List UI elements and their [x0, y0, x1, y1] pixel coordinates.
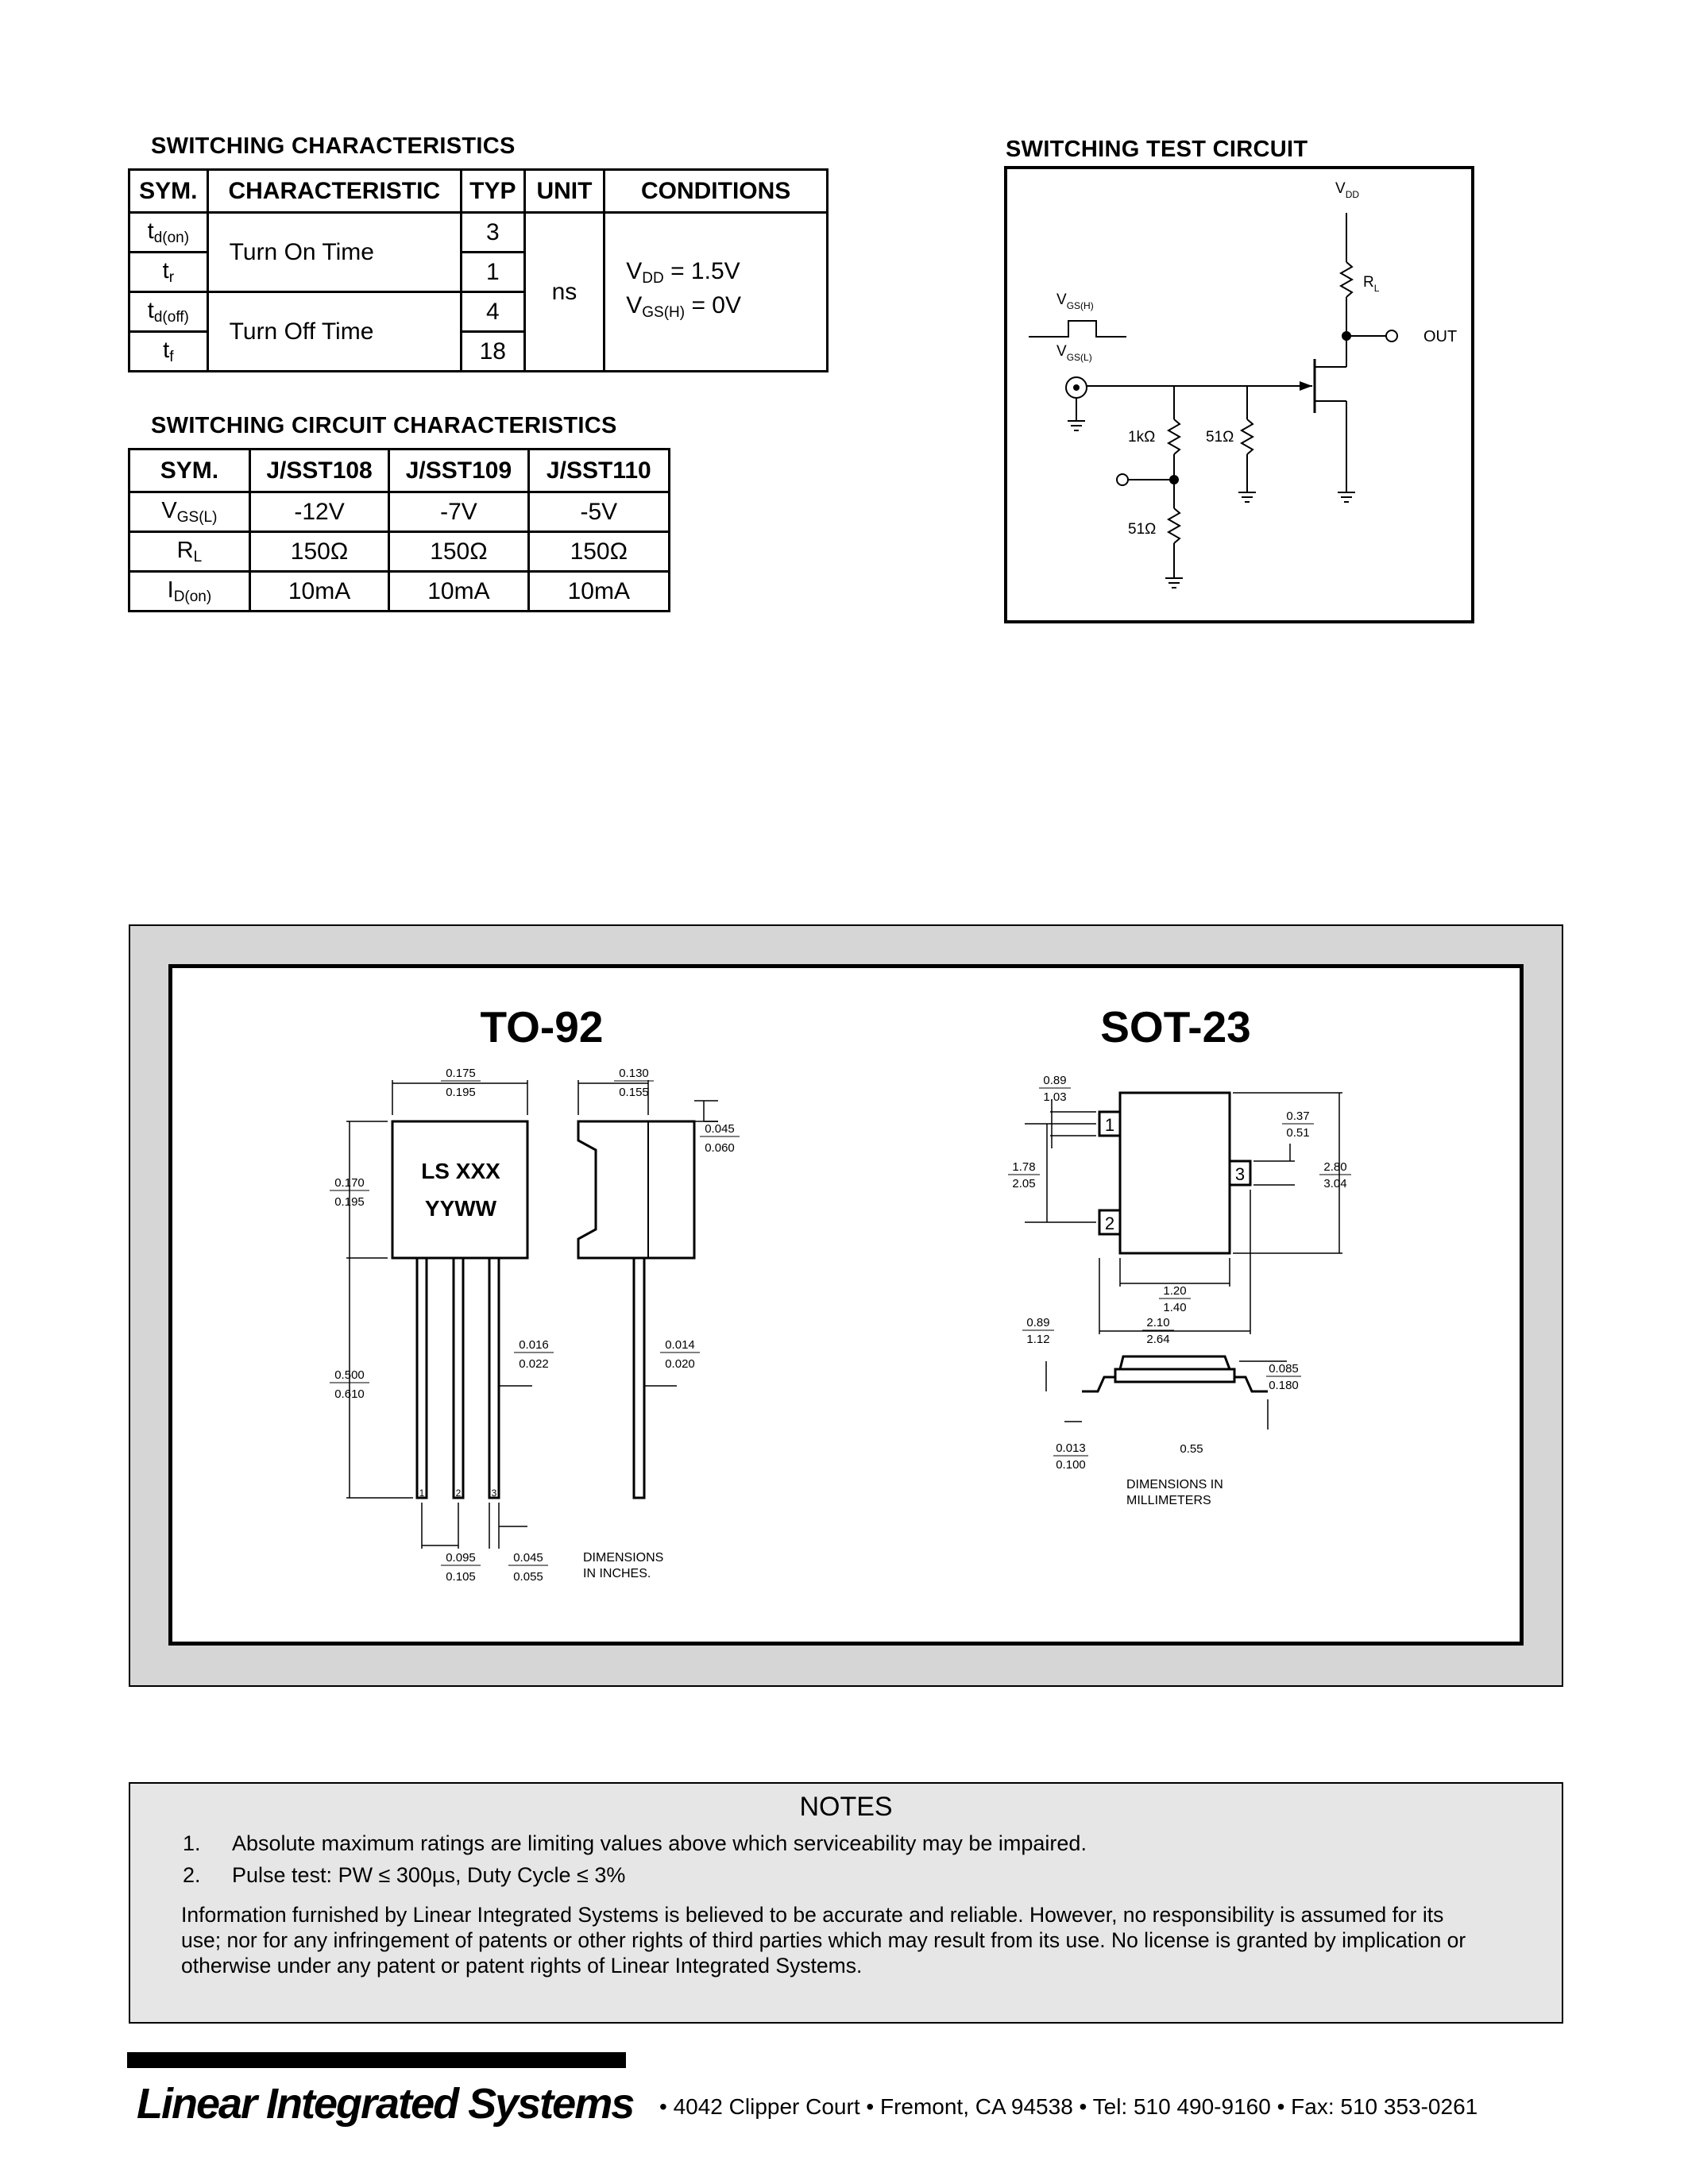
to92-title: TO-92 — [480, 1002, 604, 1051]
sot23-pin-1: 1 — [1104, 1115, 1115, 1135]
r1-label: 1kΩ — [1128, 429, 1156, 446]
rl-label: $R_L$ — [1363, 274, 1380, 294]
svg-text:0.105: 0.105 — [446, 1570, 476, 1584]
header-conditions: CONDITIONS — [605, 170, 828, 213]
switching-circuit-table — [128, 448, 670, 612]
svg-text:0.013: 0.013 — [1056, 1441, 1086, 1455]
to92-dimensions-note-line2: IN INCHES. — [583, 1567, 651, 1580]
disclaimer-line: use; nor for any infringement of patents or other rights of third parties which may result from its use. No license is granted by implication or — [181, 1928, 1466, 1952]
header-jsst110: J/SST110 — [528, 450, 669, 492]
sym-cell: $I_{D(on)}$ — [129, 572, 250, 612]
sot23-pin-2: 2 — [1104, 1214, 1115, 1233]
vgsl-label: $V_{GS(L)}$ — [1056, 343, 1092, 363]
sot23-body — [1120, 1093, 1230, 1253]
value-cell: 150Ω — [528, 532, 669, 572]
value-cell: 10mA — [249, 572, 388, 612]
svg-text:0.095: 0.095 — [446, 1551, 476, 1565]
switching-circuit-characteristics-title: SWITCHING CIRCUIT CHARACTERISTICS — [151, 413, 617, 438]
svg-text:0.130: 0.130 — [619, 1067, 649, 1080]
svg-text:2.05: 2.05 — [1012, 1177, 1036, 1190]
svg-text:1.12: 1.12 — [1026, 1333, 1050, 1346]
characteristic-cell: Turn On Time — [207, 213, 461, 292]
header-jsst108: J/SST108 — [249, 450, 388, 492]
notes-box — [129, 1782, 1563, 2024]
header-jsst109: J/SST109 — [389, 450, 528, 492]
company-address: • 4042 Clipper Court • Fremont, CA 94538 • Tel: 510 490-9160 • Fax: 510 353-0261 — [659, 2094, 1478, 2119]
note-text: Pulse test: PW ≤ 300µs, Duty Cycle ≤ 3% — [232, 1863, 626, 1887]
svg-text:0.55: 0.55 — [1180, 1442, 1203, 1456]
out-label: OUT — [1423, 328, 1458, 345]
sot23-dimensions-note-line2: MILLIMETERS — [1126, 1494, 1211, 1507]
to92-side-view — [578, 1121, 694, 1498]
value-cell: 10mA — [528, 572, 669, 612]
typ-cell: 3 — [461, 213, 524, 253]
svg-text:0.060: 0.060 — [705, 1141, 735, 1155]
svg-text:0.89: 0.89 — [1043, 1074, 1067, 1087]
svg-text:0.37: 0.37 — [1286, 1109, 1310, 1123]
svg-text:1.40: 1.40 — [1163, 1301, 1187, 1314]
to92-body — [392, 1121, 527, 1258]
table-row — [129, 492, 670, 532]
disclaimer-line: otherwise under any patent or patent rights of Linear Integrated Systems. — [181, 1954, 863, 1978]
sot23-dimensions-note-line1: DIMENSIONS IN — [1126, 1478, 1223, 1491]
svg-text:0.170: 0.170 — [334, 1176, 365, 1190]
r3-label: 51Ω — [1128, 521, 1157, 538]
svg-text:0.610: 0.610 — [334, 1387, 365, 1401]
junction-dot — [1169, 475, 1179, 484]
footer-bar — [127, 2052, 626, 2068]
characteristic-cell: Turn Off Time — [207, 292, 461, 372]
typ-cell: 18 — [461, 332, 524, 372]
table-row — [129, 572, 670, 612]
switching-characteristics-title: SWITCHING CHARACTERISTICS — [151, 133, 516, 159]
to92-marking-line1: LS XXX — [421, 1159, 500, 1183]
disclaimer-line: Information furnished by Linear Integrated Systems is believed to be accurate and reliable. However, no responsibility is assumed for its — [181, 1903, 1444, 1927]
switching-characteristics-table — [128, 168, 829, 372]
out-terminal — [1386, 330, 1397, 341]
svg-text:0.100: 0.100 — [1056, 1458, 1086, 1472]
circuit-frame — [1006, 168, 1473, 622]
header-sym: SYM. — [129, 170, 208, 213]
svg-text:0.195: 0.195 — [446, 1086, 476, 1099]
to92-pin-1: 1 — [419, 1488, 425, 1499]
svg-text:0.500: 0.500 — [334, 1368, 365, 1382]
table-row — [129, 213, 828, 253]
svg-text:0.022: 0.022 — [519, 1357, 549, 1371]
sot23-top-view — [1099, 1093, 1250, 1253]
note-text: Absolute maximum ratings are limiting values above which serviceability may be impaired. — [232, 1831, 1087, 1855]
sot23-title: SOT-23 — [1100, 1002, 1251, 1051]
lead-2 — [454, 1258, 463, 1498]
note-number: 2. — [183, 1863, 201, 1887]
typ-cell: 4 — [461, 292, 524, 332]
to92-side-lead — [634, 1258, 644, 1498]
sot23-pin-3: 3 — [1234, 1164, 1246, 1184]
sym-cell: $t_f$ — [129, 332, 208, 372]
table-row — [129, 532, 670, 572]
svg-text:0.085: 0.085 — [1269, 1362, 1299, 1376]
svg-text:1.78: 1.78 — [1012, 1160, 1036, 1174]
svg-text:0.045: 0.045 — [705, 1122, 735, 1136]
svg-text:0.195: 0.195 — [334, 1195, 365, 1209]
header-typ: TYP — [461, 170, 524, 213]
svg-text:3.04: 3.04 — [1323, 1177, 1347, 1190]
sym-cell: $t_{d(on)}$ — [129, 213, 208, 253]
company-logo-text: Linear Integrated Systems — [137, 2080, 634, 2128]
svg-text:0.045: 0.045 — [513, 1551, 543, 1565]
svg-text:0.175: 0.175 — [446, 1067, 476, 1080]
value-cell: 10mA — [389, 572, 528, 612]
test-circuit-title: SWITCHING TEST CIRCUIT — [1006, 137, 1308, 162]
vgsh-label: $V_{GS(H)}$ — [1056, 291, 1094, 311]
sym-cell: $V_{GS(L)}$ — [129, 492, 250, 532]
to92-dimensions-note-line1: DIMENSIONS — [583, 1551, 664, 1565]
svg-text:2.80: 2.80 — [1323, 1160, 1347, 1174]
header-sym: SYM. — [129, 450, 250, 492]
svg-text:0.89: 0.89 — [1026, 1316, 1050, 1329]
value-cell: -5V — [528, 492, 669, 532]
sym-cell: $R_L$ — [129, 532, 250, 572]
sym-cell: $t_{d(off)}$ — [129, 292, 208, 332]
svg-text:0.020: 0.020 — [665, 1357, 695, 1371]
header-unit: UNIT — [524, 170, 605, 213]
svg-text:0.51: 0.51 — [1286, 1126, 1310, 1140]
to92-side-body — [578, 1121, 694, 1258]
vdd-label: $V_{DD}$ — [1335, 180, 1360, 200]
svg-text:2.64: 2.64 — [1146, 1333, 1170, 1346]
svg-text:0.014: 0.014 — [665, 1338, 695, 1352]
condition-vgsh: $V_{GS(H)} = 0V$ — [626, 291, 741, 321]
note-number: 1. — [183, 1831, 201, 1855]
condition-vdd: $V_{DD} = 1.5V$ — [626, 257, 740, 287]
svg-text:2.10: 2.10 — [1146, 1316, 1170, 1329]
to92-pin-2: 2 — [455, 1488, 462, 1499]
svg-text:0.155: 0.155 — [619, 1086, 649, 1099]
svg-text:0.180: 0.180 — [1269, 1379, 1299, 1392]
value-cell: 150Ω — [389, 532, 528, 572]
switching-test-circuit — [1004, 166, 1474, 623]
lead-3 — [489, 1258, 499, 1498]
r2-label: 51Ω — [1206, 429, 1234, 446]
notes-title: NOTES — [799, 1792, 893, 1822]
header-characteristic: CHARACTERISTIC — [207, 170, 461, 213]
package-drawings — [168, 964, 1524, 1646]
input-terminal — [1117, 474, 1128, 485]
svg-text:1.03: 1.03 — [1043, 1090, 1067, 1104]
table-header-row — [129, 170, 828, 213]
svg-text:1.20: 1.20 — [1163, 1284, 1187, 1298]
to92-pin-3: 3 — [491, 1488, 497, 1499]
conditions-cell — [605, 213, 828, 372]
to92-marking-line2: YYWW — [424, 1196, 497, 1221]
value-cell: -7V — [389, 492, 528, 532]
lead-1 — [417, 1258, 427, 1498]
svg-text:0.055: 0.055 — [513, 1570, 543, 1584]
unit-cell: ns — [524, 213, 605, 372]
junction-dot — [1342, 331, 1351, 341]
value-cell: 150Ω — [249, 532, 388, 572]
to92-front-view — [392, 1121, 527, 1499]
value-cell: -12V — [249, 492, 388, 532]
sym-cell: $t_r$ — [129, 253, 208, 292]
table-header-row — [129, 450, 670, 492]
typ-cell: 1 — [461, 253, 524, 292]
svg-text:0.016: 0.016 — [519, 1338, 549, 1352]
